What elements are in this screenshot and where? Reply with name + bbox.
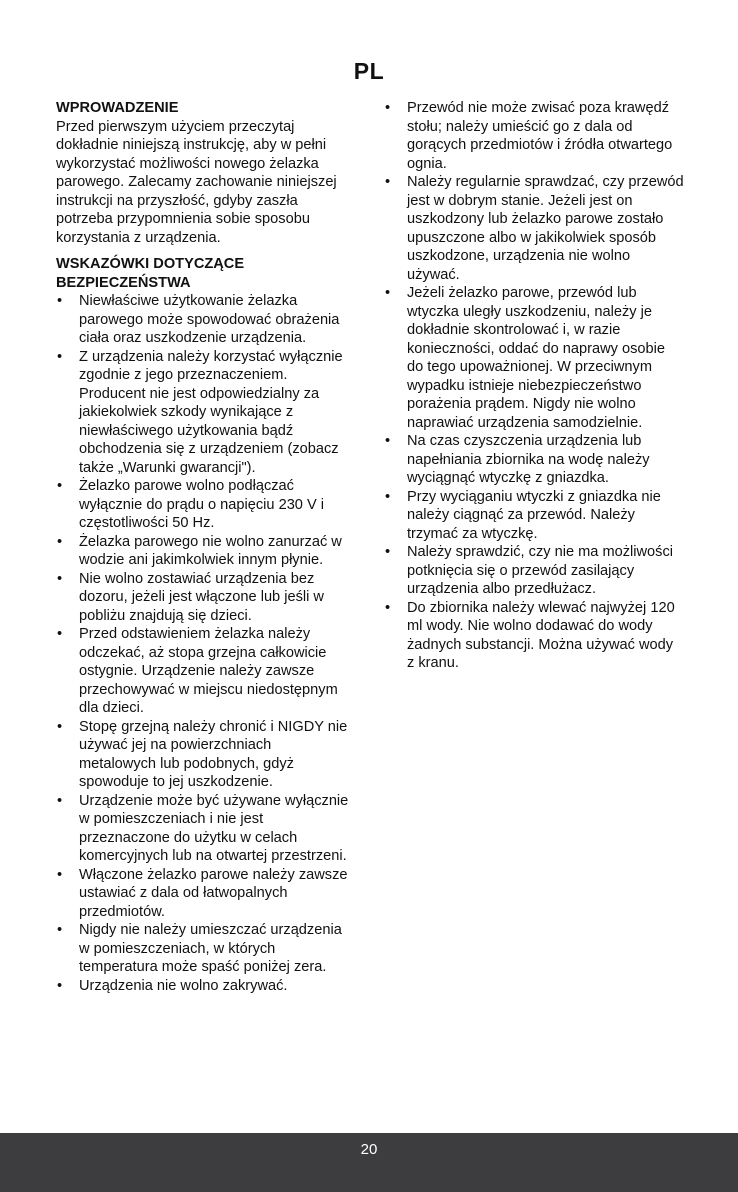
list-item [56, 348, 352, 478]
list-item-text: Jeżeli żelazko parowe, przewód lub wtyczka uległy uszkodzeniu, należy je dokładnie skontrolować i, w razie konieczności, oddać do naprawy osobie do tego upoważnionej. W przeciwnym wypadku istnieje niebezpieczeństwo porażenia prądem. Nigdy nie wolno naprawiać urządzenia samodzielnie. [407, 285, 665, 431]
bullet-icon: • [385, 285, 391, 301]
list-item [56, 866, 352, 922]
list-item [384, 488, 684, 544]
bullet-icon: • [57, 570, 63, 587]
list-item [384, 173, 684, 284]
list-item-text: Nie wolno zostawiać urządzenia bez dozoru, jeżeli jest włączone lub jeśli w pobliżu znajdują się dzieci. [79, 570, 324, 624]
intro-text: Przed pierwszym użyciem przeczytaj dokładnie niniejszą instrukcję, aby w pełni wykorzystać możliwości nowego żelazka parowego. Zalecamy zachowanie niniejszej instrukcji na przyszłość, gdyby zaszła potrzeba przypomnienia sobie sposobu korzystania z urządzenia. [56, 118, 337, 246]
safety-list-left [56, 292, 352, 995]
list-item [56, 533, 352, 570]
list-item [384, 599, 684, 673]
list-item [384, 99, 684, 173]
left-column [56, 99, 352, 995]
list-item [56, 477, 352, 533]
list-item-text: Włączone żelazko parowe należy zawsze ustawiać z dala od łatwopalnych przedmiotów. [79, 866, 348, 920]
list-item-text: Należy regularnie sprawdzać, czy przewód jest w dobrym stanie. Jeżeli jest on uszkodzony lub żelazko parowe zostało upuszczone albo w jakikolwiek sposób uszkodzone, urządzenia nie wolno używać. [407, 174, 684, 283]
list-item-text: Żelazka parowego nie wolno zanurzać w wodzie ani jakimkolwiek innym płynie. [79, 533, 342, 568]
bullet-icon: • [57, 977, 63, 994]
list-item [56, 292, 352, 348]
bullet-icon: • [57, 718, 63, 735]
list-item-text: Żelazko parowe wolno podłączać wyłącznie do prądu o napięciu 230 V i częstotliwości 50 Hz. [79, 478, 325, 531]
list-item-text: Przy wyciąganiu wtyczki z gniazdka nie należy ciągnąć za przewód. Należy trzymać za wtyczkę. [407, 488, 661, 542]
list-item-text: Niewłaściwe użytkowanie żelazka parowego może spowodować obrażenia ciała oraz uszkodzenie urządzenia. [79, 293, 340, 346]
bullet-icon: • [57, 478, 63, 494]
list-item-text: Nigdy nie należy umieszczać urządzenia w pomieszczeniach, w których temperatura może spaść poniżej zera. [79, 922, 342, 975]
list-item-text: Przewód nie może zwisać poza krawędź stołu; należy umieścić go z dala od gorących przedmiotów i źródła otwartego ognia. [407, 100, 673, 172]
list-item [56, 718, 352, 792]
bullet-icon: • [385, 488, 391, 505]
list-item [56, 921, 352, 977]
list-item [384, 432, 684, 488]
bullet-icon: • [385, 174, 391, 190]
list-item [56, 792, 352, 866]
bullet-icon: • [385, 100, 391, 116]
bullet-icon: • [57, 533, 63, 550]
list-item-text: Na czas czyszczenia urządzenia lub napełniania zbiornika na wodę należy wyciągnąć wtyczkę z gniazdka. [407, 433, 650, 486]
list-item-text: Należy sprawdzić, czy nie ma możliwości potknięcia się o przewód zasilający urządzenia albo przedłużacz. [407, 544, 674, 597]
list-item-text: Do zbiornika należy wlewać najwyżej 120 ml wody. Nie wolno dodawać do wody żadnych substancji. Można używać wody z kranu. [407, 599, 675, 671]
list-item-text: Przed odstawieniem żelazka należy odczekać, aż stopa grzejna całkowicie ostygnie. Urządzenie należy zawsze przechowywać w miejscu niedostępnym dla dzieci. [79, 626, 338, 716]
page-number: 20 [360, 1141, 378, 1158]
bullet-icon: • [57, 626, 63, 642]
bullet-icon: • [385, 433, 391, 449]
intro-title: WPROWADZENIE [56, 100, 179, 116]
list-item-text: Urządzenie może być używane wyłącznie w pomieszczeniach i nie jest przeznaczone do użytku w celach komercyjnych lub na otwartej przestrzeni. [79, 792, 349, 864]
footer-bar [0, 1133, 738, 1192]
bullet-icon: • [57, 348, 63, 365]
language-code: PL [353, 58, 385, 84]
bullet-icon: • [385, 544, 391, 560]
bullet-icon: • [57, 922, 63, 938]
right-column [384, 99, 684, 673]
safety-list-right [384, 99, 684, 673]
bullet-icon: • [57, 866, 63, 883]
list-item [56, 625, 352, 718]
bullet-icon: • [385, 599, 391, 616]
list-item [56, 570, 352, 626]
safety-title: WSKAZÓWKI DOTYCZĄCE BEZPIECZEŃSTWA [56, 256, 245, 291]
list-item [384, 284, 684, 432]
list-item-text: Stopę grzejną należy chronić i NIGDY nie używać jej na powierzchniach metalowych lub podobnych, gdyż spowoduje to jej uszkodzenie. [79, 718, 348, 790]
list-item-text: Urządzenia nie wolno zakrywać. [79, 977, 288, 994]
list-item [384, 543, 684, 599]
list-item [56, 977, 352, 996]
bullet-icon: • [57, 293, 63, 309]
list-item-text: Z urządzenia należy korzystać wyłącznie zgodnie z jego przeznaczeniem. Producent nie jest odpowiedzialny za jakiekolwiek szkody wynikające z niewłaściwego użytkowania bądź obchodzenia się z urządzeniem (zobacz także „Warunki gwarancji"). [79, 348, 343, 476]
bullet-icon: • [57, 792, 63, 809]
